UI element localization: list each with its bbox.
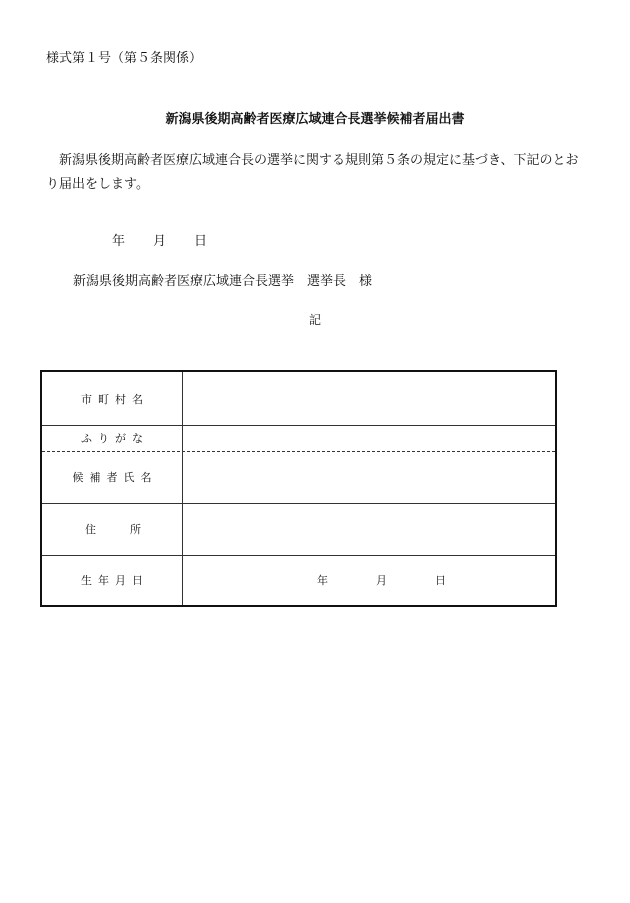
date-month: 月 — [153, 234, 167, 249]
municipality-field[interactable] — [182, 372, 555, 425]
ki-heading: 記 — [308, 313, 321, 327]
form-table — [40, 370, 557, 607]
body-text: 新潟県後期高齢者医療広域連合長の選挙に関する規則第５条の規定に基づき、下記のとおり届出をします。 — [46, 153, 579, 192]
date-line — [112, 230, 207, 249]
row-municipality — [42, 372, 555, 425]
form-number: 様式第１号（第５条関係） — [46, 51, 203, 66]
date-year: 年 — [112, 234, 126, 249]
date-day: 日 — [194, 234, 208, 249]
birth-day: 日 — [435, 574, 446, 587]
candidate-name-field[interactable] — [182, 451, 555, 503]
row-furigana — [42, 425, 555, 451]
birthdate-field[interactable] — [182, 555, 555, 605]
row-address — [42, 503, 555, 555]
birth-month: 月 — [376, 574, 387, 587]
document-title: 新潟県後期高齢者医療広域連合長選挙候補者届出書 — [165, 112, 465, 127]
municipality-label: 市町村名 — [81, 392, 149, 406]
row-candidate-name — [42, 451, 555, 503]
birthdate-label: 生年月日 — [81, 574, 149, 587]
row-birthdate — [42, 555, 555, 605]
address-label: 住 所 — [85, 523, 145, 536]
birth-year: 年 — [317, 574, 328, 587]
address-field[interactable] — [182, 503, 555, 555]
candidate-name-label: 候補者氏名 — [72, 471, 158, 484]
furigana-field[interactable] — [182, 425, 555, 451]
furigana-label: ふりがな — [81, 432, 149, 445]
addressee: 新潟県後期高齢者医療広域連合長選挙 選挙長 様 — [73, 274, 373, 289]
